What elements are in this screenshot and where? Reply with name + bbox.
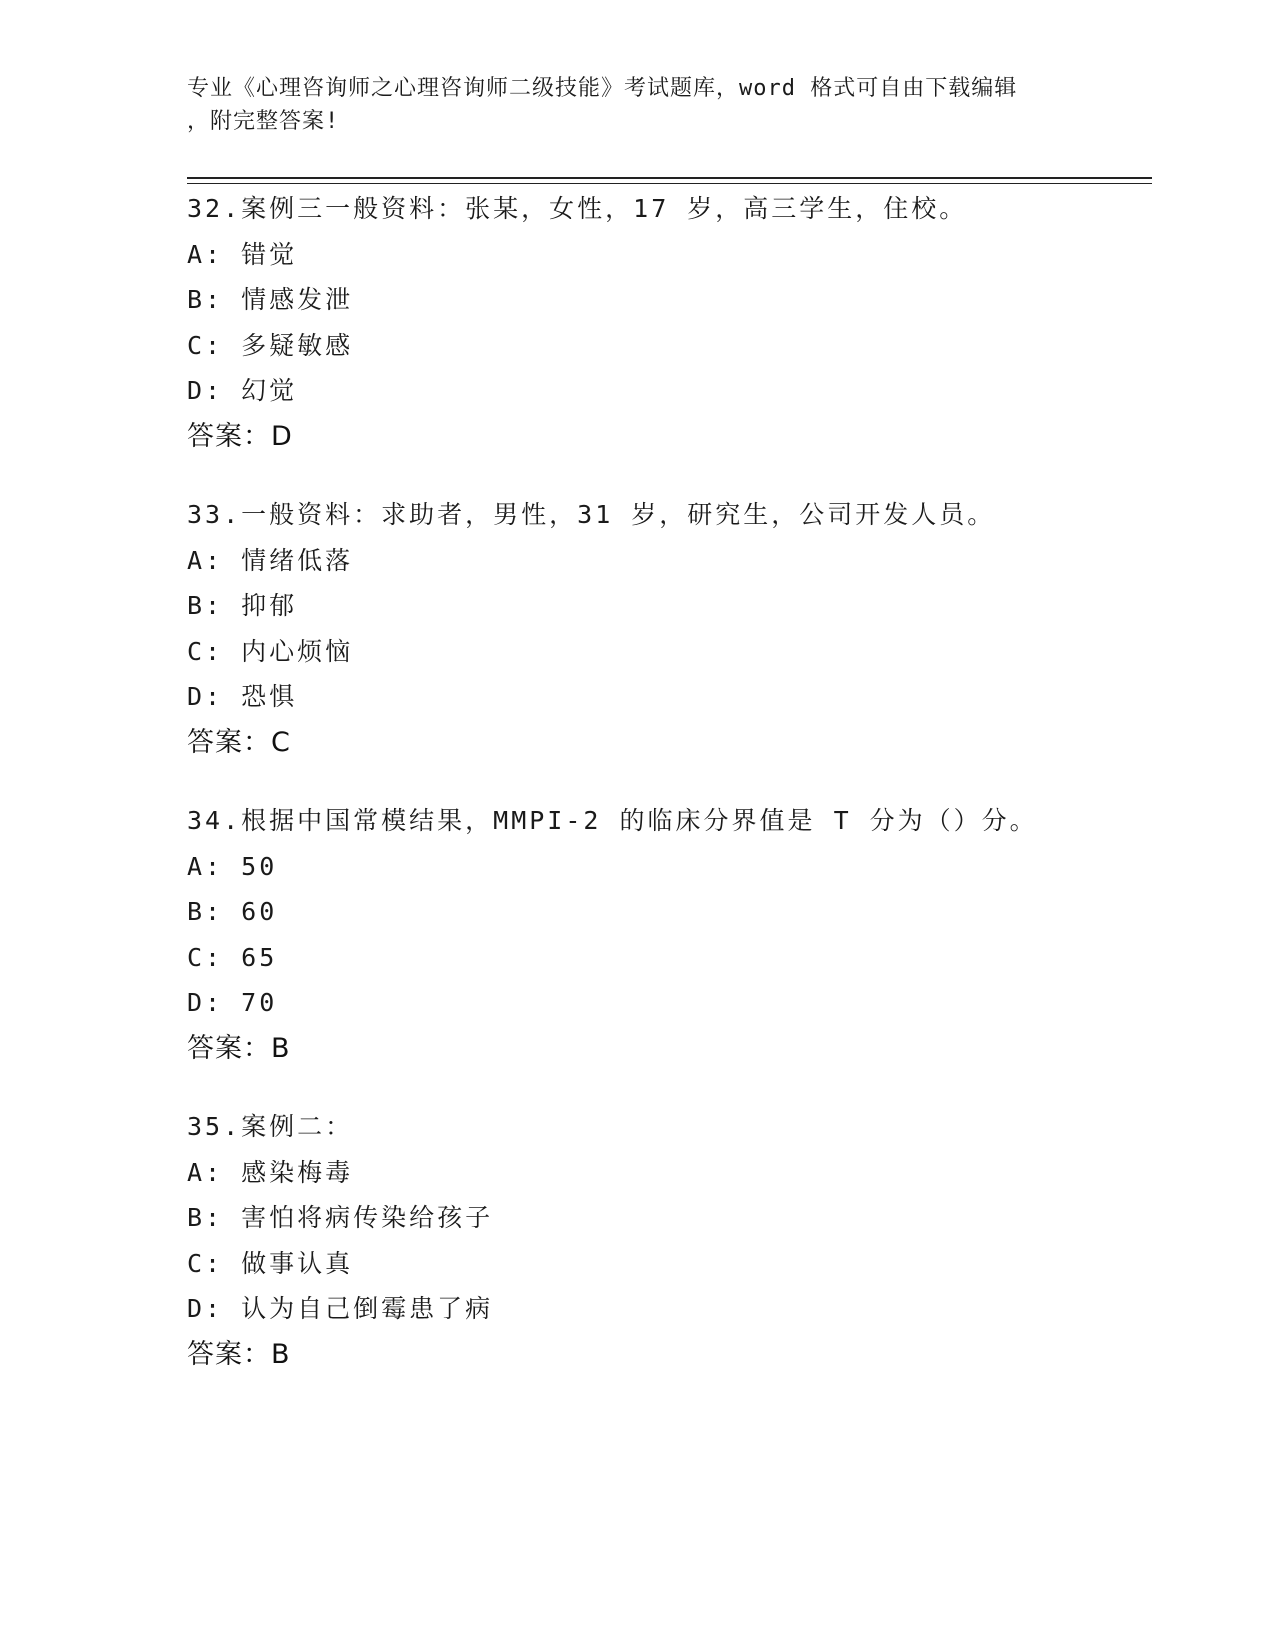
question-stem: 34.根据中国常模结果，MMPI-2 的临床分界值是 T 分为（）分。: [187, 806, 1038, 835]
option-c: C: 多疑敏感: [187, 330, 354, 360]
header-line-2: ，附完整答案!: [187, 109, 340, 134]
answer-line: 答案：C: [187, 726, 291, 758]
option-b: B: 60: [187, 897, 278, 926]
option-a: A: 错觉: [187, 239, 298, 269]
document-header: [187, 72, 1087, 138]
question-item: [187, 186, 1152, 459]
header-line-1: 专业《心理咨询师之心理咨询师二级技能》考试题库，word 格式可自由下载编辑: [187, 76, 1018, 101]
option-b: B: 害怕将病传染给孩子: [187, 1203, 494, 1232]
option-c: C: 做事认真: [187, 1248, 354, 1278]
question-item: [187, 1104, 1152, 1377]
option-a: A: 感染梅毒: [187, 1157, 354, 1187]
header-rule-top: [187, 177, 1152, 179]
option-b: B: 情感发泄: [187, 285, 354, 314]
option-d: D: 认为自己倒霉患了病: [187, 1294, 494, 1323]
question-stem: 33.一般资料：求助者，男性，31 岁，研究生，公司开发人员。: [187, 500, 996, 529]
question-item: [187, 798, 1152, 1071]
option-a: A: 50: [187, 851, 278, 881]
question-item: [187, 492, 1152, 765]
answer-line: 答案：B: [187, 1032, 291, 1064]
question-stem: 32.案例三一般资料：张某，女性，17 岁，高三学生，住校。: [187, 194, 968, 223]
header-rule-bottom: [187, 183, 1152, 184]
option-d: D: 恐惧: [187, 682, 298, 711]
answer-line: 答案：B: [187, 1338, 291, 1370]
option-c: C: 65: [187, 942, 278, 972]
option-d: D: 幻觉: [187, 376, 298, 405]
option-b: B: 抑郁: [187, 591, 298, 620]
option-c: C: 内心烦恼: [187, 636, 354, 666]
option-a: A: 情绪低落: [187, 545, 354, 575]
answer-line: 答案：D: [187, 420, 293, 452]
question-stem: 35.案例二：: [187, 1112, 354, 1141]
option-d: D: 70: [187, 988, 278, 1017]
question-list: [187, 186, 1152, 1410]
